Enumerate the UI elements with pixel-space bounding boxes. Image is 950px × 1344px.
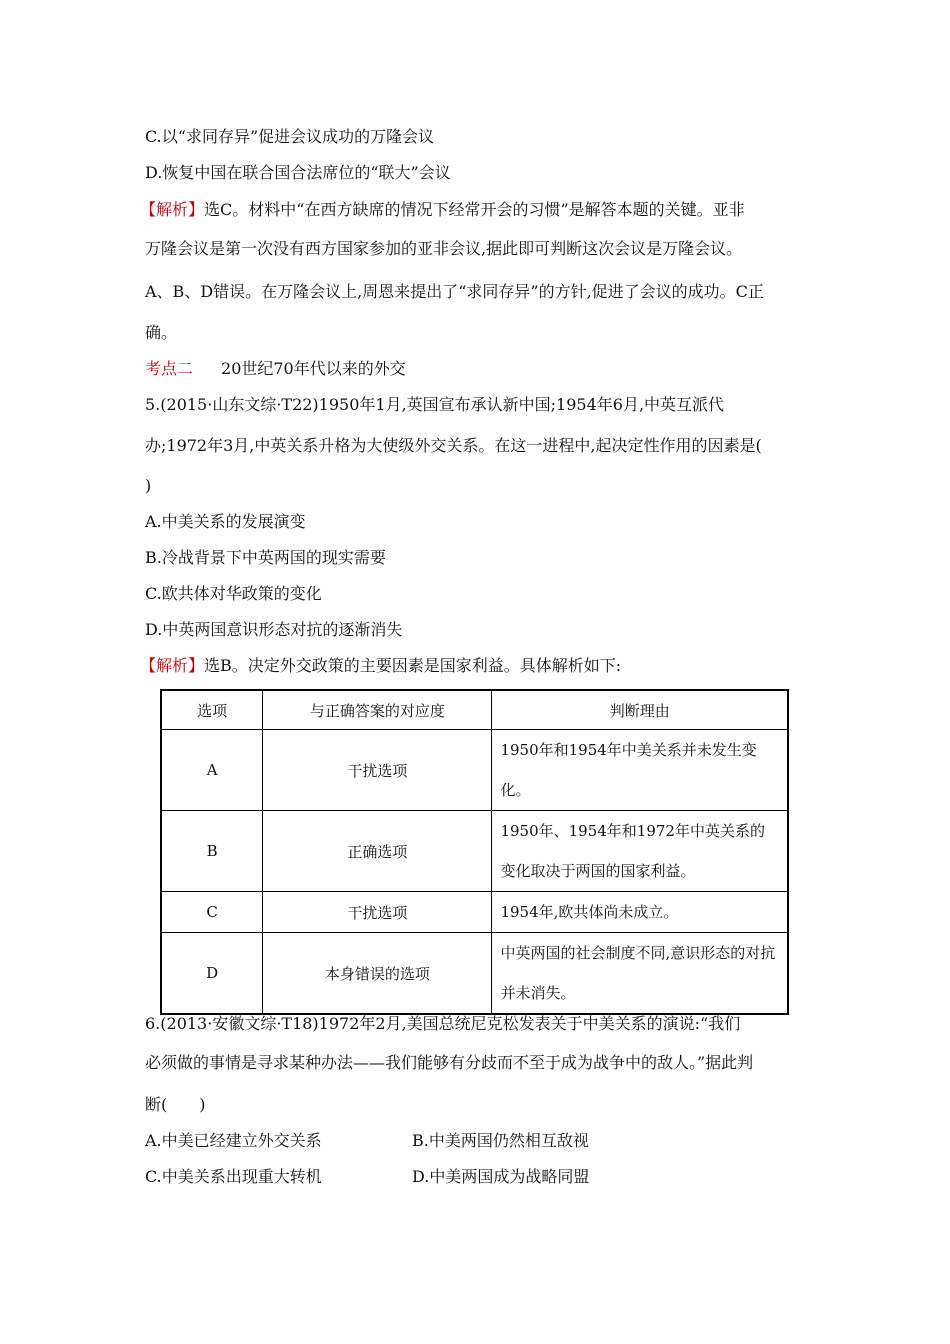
table-header-cell: 判断理由 xyxy=(492,690,788,730)
table-cell-reason: 1950年和1954年中美关系并未发生变化。 xyxy=(492,730,788,811)
table-cell-option: A xyxy=(161,730,263,811)
q4-analysis-line-1 xyxy=(140,200,745,220)
q6-option-b: B.中美两国仍然相互敌视 xyxy=(412,1131,589,1150)
q4-analysis-line-3: A、B、D错误。在万隆会议上,周恩来提出了“求同存异”的方针,促进了会议的成功。C正 xyxy=(145,282,764,301)
q5-analysis xyxy=(140,656,621,676)
analysis-text: 选B。决定外交政策的主要因素是国家利益。具体解析如下: xyxy=(204,656,622,675)
q5-option-a: A.中美关系的发展演变 xyxy=(145,512,306,531)
analysis-tag: 【解析】 xyxy=(140,200,205,219)
q5-stem-line-1: 5.(2015·山东文综·T22)1950年1月,英国宣布承认新中国;1954年6月,中英互派代 xyxy=(145,395,725,414)
table-cell-reason: 1950年、1954年和1972年中英关系的变化取决于两国的国家利益。 xyxy=(492,811,788,892)
table-header-cell: 选项 xyxy=(161,690,263,730)
section-heading xyxy=(145,359,406,379)
table-cell-degree: 正确选项 xyxy=(263,811,492,892)
table-cell-reason: 中英两国的社会制度不同,意识形态的对抗并未消失。 xyxy=(492,933,788,1015)
q6-stem-line-3: 断( ) xyxy=(145,1095,206,1114)
analysis-text: 选C。材料中“在西方缺席的情况下经常开会的习惯”是解答本题的关键。亚非 xyxy=(204,200,745,219)
q4-analysis-line-4: 确。 xyxy=(145,323,178,342)
q4-analysis-line-2: 万隆会议是第一次没有西方国家参加的亚非会议,据此即可判断这次会议是万隆会议。 xyxy=(145,239,743,258)
table-row xyxy=(161,730,788,811)
q6-options-row-1 xyxy=(145,1131,805,1151)
q6-option-a: A.中美已经建立外交关系 xyxy=(145,1131,322,1150)
table-row xyxy=(161,933,788,1015)
q6-stem-line-2: 必须做的事情是寻求某种办法——我们能够有分歧而不至于成为战争中的敌人。”据此判 xyxy=(145,1053,754,1072)
table-row xyxy=(161,811,788,892)
q6-stem-line-1: 6.(2013·安徽文综·T18)1972年2月,美国总统尼克松发表关于中美关系的演说:“我们 xyxy=(145,1014,741,1033)
q5-stem-line-2: 办;1972年3月,中英关系升格为大使级外交关系。在这一进程中,起决定性作用的因素是( xyxy=(145,436,762,455)
section-title: 20世纪70年代以来的外交 xyxy=(221,359,406,378)
analysis-tag: 【解析】 xyxy=(140,656,205,675)
table-cell-degree: 本身错误的选项 xyxy=(263,933,492,1015)
q4-option-d: D.恢复中国在联合国合法席位的“联大”会议 xyxy=(145,163,451,182)
table-cell-option: D xyxy=(161,933,263,1015)
q6-options-row-2 xyxy=(145,1167,805,1187)
q5-option-c: C.欧共体对华政策的变化 xyxy=(145,584,322,603)
table-cell-option: C xyxy=(161,892,263,933)
q6-option-d: D.中美两国成为战略同盟 xyxy=(412,1167,590,1186)
table-cell-degree: 干扰选项 xyxy=(263,730,492,811)
table-header-cell: 与正确答案的对应度 xyxy=(263,690,492,730)
section-label: 考点二 xyxy=(145,359,194,378)
q5-option-b: B.冷战背景下中英两国的现实需要 xyxy=(145,548,386,567)
table-cell-degree: 干扰选项 xyxy=(263,892,492,933)
q4-option-c: C.以“求同存异”促进会议成功的万隆会议 xyxy=(145,127,435,146)
q5-option-d: D.中英两国意识形态对抗的逐渐消失 xyxy=(145,620,403,639)
q6-option-c: C.中美关系出现重大转机 xyxy=(145,1167,322,1186)
table-cell-option: B xyxy=(161,811,263,892)
answer-table xyxy=(160,689,789,1015)
table-row xyxy=(161,892,788,933)
table-cell-reason: 1954年,欧共体尚未成立。 xyxy=(492,892,788,933)
q5-stem-line-3: ) xyxy=(145,476,152,495)
table-header-row xyxy=(161,690,788,730)
